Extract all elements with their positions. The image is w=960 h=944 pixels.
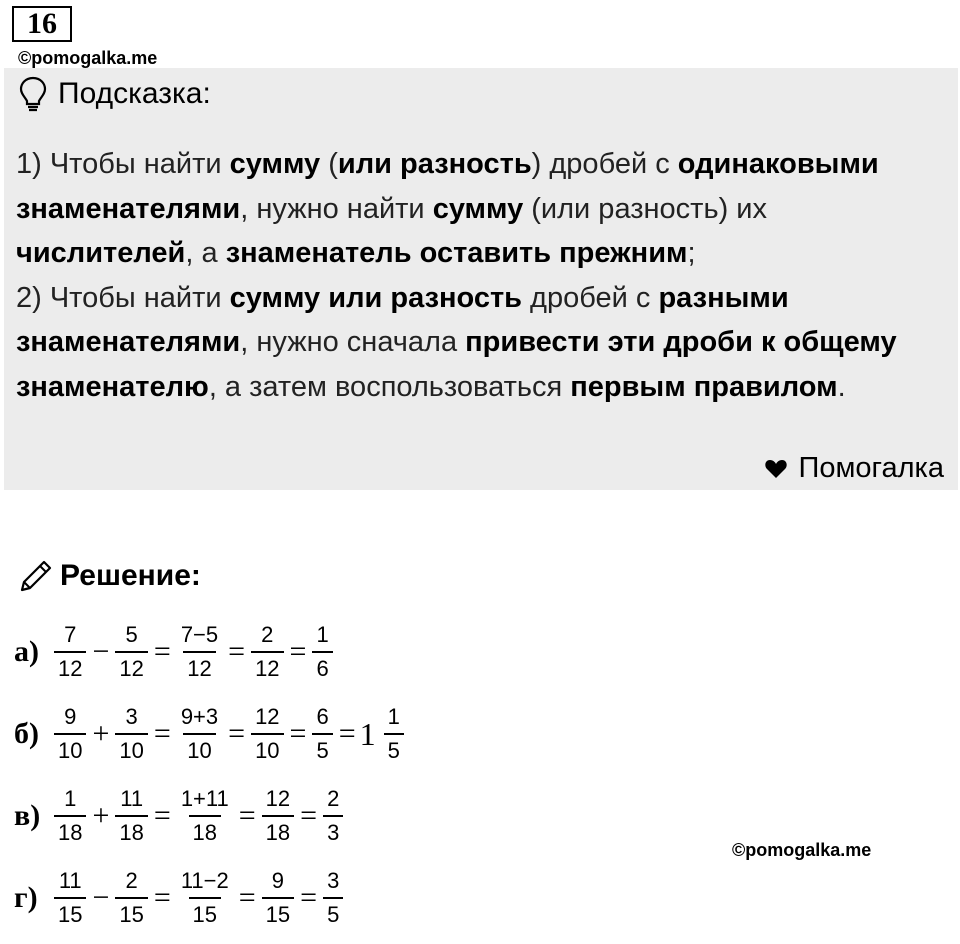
text: ) дробей с xyxy=(531,148,678,180)
bold-text: числителей xyxy=(16,237,186,269)
denominator: 12 xyxy=(251,651,283,682)
hint-signature xyxy=(765,452,944,485)
hint-title: Подсказка: xyxy=(58,77,211,110)
denominator: 10 xyxy=(251,733,283,764)
item-label: г) xyxy=(14,881,38,914)
fraction xyxy=(310,622,334,682)
denominator: 10 xyxy=(183,733,215,764)
denominator: 15 xyxy=(262,897,294,928)
solution-line-c xyxy=(14,776,345,856)
bold-text: первым правилом xyxy=(570,370,838,403)
text: . xyxy=(837,370,846,403)
fraction xyxy=(52,868,88,928)
fraction xyxy=(113,868,149,928)
equals-sign: = xyxy=(228,717,246,750)
operator: − xyxy=(92,635,110,668)
denominator: 6 xyxy=(312,651,332,682)
equals-sign: = xyxy=(153,635,171,668)
fraction xyxy=(382,704,406,764)
operator: − xyxy=(92,881,110,914)
numerator: 3 xyxy=(125,704,138,729)
hint-text xyxy=(16,142,946,409)
numerator: 1+11 xyxy=(180,786,229,811)
equals-sign: = xyxy=(300,799,318,832)
numerator: 1 xyxy=(64,786,77,811)
solution-title: Решение: xyxy=(60,559,201,592)
solution-line-b xyxy=(14,694,406,774)
numerator: 9 xyxy=(271,868,285,893)
numerator: 7 xyxy=(64,622,77,647)
equals-sign: = xyxy=(289,635,307,668)
fraction xyxy=(310,704,334,764)
bold-text: сумму xyxy=(432,192,524,225)
bold-text: одинаковыми знаменателями xyxy=(16,148,879,225)
denominator: 18 xyxy=(115,815,147,846)
text: , нужно найти xyxy=(240,192,433,225)
text: 1) Чтобы найти xyxy=(16,148,230,180)
heart-icon xyxy=(765,459,787,479)
numerator: 9 xyxy=(64,704,77,729)
numerator: 5 xyxy=(125,622,138,647)
text: , а затем воспользоваться xyxy=(208,370,571,403)
denominator: 10 xyxy=(115,733,147,764)
numerator: 3 xyxy=(327,868,340,893)
equals-sign: = xyxy=(153,799,171,832)
text: , нужно сначала xyxy=(240,326,466,358)
signature-label: Помогалка xyxy=(798,452,944,484)
operator: + xyxy=(92,717,110,750)
numerator: 11 xyxy=(58,868,82,893)
denominator: 5 xyxy=(312,733,332,764)
operator: + xyxy=(92,799,110,832)
numerator: 2 xyxy=(261,622,274,647)
fraction xyxy=(175,704,224,764)
bold-text: разными знаменателями xyxy=(16,281,789,358)
bold-text: или разность xyxy=(337,148,532,180)
denominator: 18 xyxy=(189,815,221,846)
equals-sign: = xyxy=(238,799,256,832)
item-label: а) xyxy=(14,635,39,668)
fraction xyxy=(113,622,149,682)
numerator: 11−2 xyxy=(180,868,229,893)
solution-line-d xyxy=(14,858,345,938)
text: ; xyxy=(687,237,696,269)
denominator: 15 xyxy=(189,897,221,928)
numerator: 6 xyxy=(316,704,329,729)
whole-part: 1 xyxy=(359,715,376,752)
fraction xyxy=(175,622,224,682)
hint-rule-2 xyxy=(16,276,946,410)
bold-text: знаменатель оставить прежним xyxy=(225,237,688,269)
watermark-bottom: ©pomogalka.me xyxy=(732,840,872,860)
fraction xyxy=(260,786,296,846)
hint-rule-1 xyxy=(16,142,946,276)
hint-header xyxy=(18,76,211,112)
fraction xyxy=(321,786,345,846)
numerator: 7−5 xyxy=(180,622,219,647)
numerator: 2 xyxy=(327,786,340,811)
numerator: 9+3 xyxy=(180,704,219,729)
fraction xyxy=(175,868,235,928)
solution-header xyxy=(18,558,201,594)
fraction xyxy=(113,704,149,764)
fraction xyxy=(175,786,235,846)
bold-text: привести эти дроби к общему знаменателю xyxy=(16,326,897,403)
problem-number: 16 xyxy=(12,6,72,42)
text: , а xyxy=(185,237,226,269)
denominator: 5 xyxy=(384,733,404,764)
text: дробей с xyxy=(522,281,659,314)
numerator: 1 xyxy=(387,704,400,729)
solution-line-a xyxy=(14,612,335,692)
watermark-top: ©pomogalka.me xyxy=(18,48,158,68)
bold-text: сумму xyxy=(229,148,321,180)
numerator: 12 xyxy=(265,786,291,811)
text: 2) Чтобы найти xyxy=(16,281,230,314)
numerator: 12 xyxy=(255,704,280,729)
denominator: 15 xyxy=(115,897,147,928)
denominator: 5 xyxy=(323,897,343,928)
equals-sign: = xyxy=(153,881,171,914)
fraction xyxy=(321,868,345,928)
numerator: 1 xyxy=(316,622,329,647)
denominator: 15 xyxy=(54,897,86,928)
denominator: 18 xyxy=(262,815,294,846)
equals-sign: = xyxy=(228,635,246,668)
denominator: 10 xyxy=(54,733,86,764)
equals-sign: = xyxy=(300,881,318,914)
denominator: 12 xyxy=(115,651,147,682)
numerator: 2 xyxy=(125,868,138,893)
equals-sign: = xyxy=(153,717,171,750)
denominator: 12 xyxy=(54,651,86,682)
denominator: 12 xyxy=(183,651,215,682)
text: ( xyxy=(320,148,338,180)
text: (или разность) их xyxy=(523,192,767,225)
pencil-icon xyxy=(18,558,54,594)
denominator: 3 xyxy=(323,815,343,846)
item-label: б) xyxy=(14,717,39,750)
equals-sign: = xyxy=(238,881,256,914)
lightbulb-icon xyxy=(18,76,48,112)
numerator: 11 xyxy=(120,786,144,811)
fraction xyxy=(113,786,149,846)
denominator: 18 xyxy=(54,815,86,846)
equals-sign: = xyxy=(338,717,356,750)
fraction xyxy=(249,622,285,682)
fraction xyxy=(52,786,88,846)
item-label: в) xyxy=(14,799,41,832)
fraction xyxy=(249,704,285,764)
bold-text: сумму или разность xyxy=(229,281,522,314)
fraction xyxy=(52,622,88,682)
fraction xyxy=(52,704,88,764)
fraction xyxy=(260,868,296,928)
equals-sign: = xyxy=(289,717,307,750)
